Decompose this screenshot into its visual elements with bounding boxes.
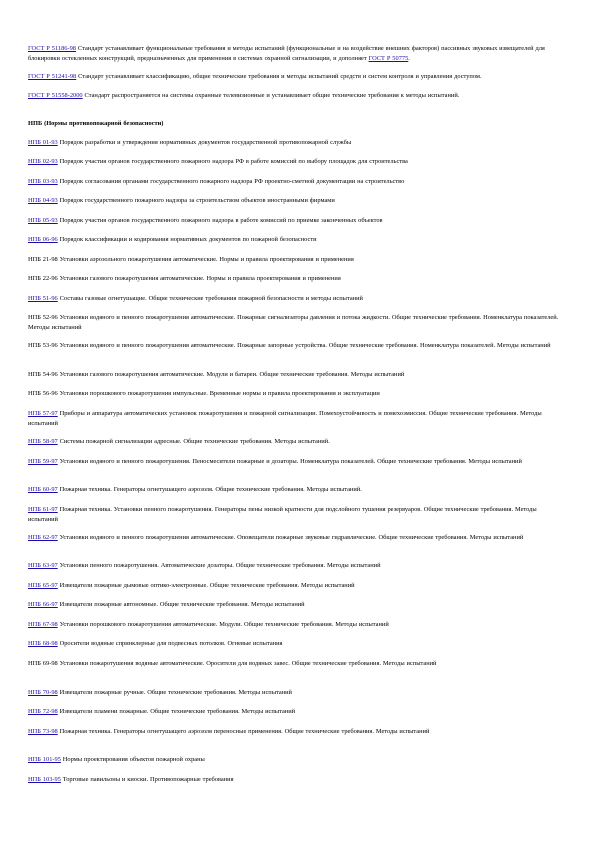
npb-title: Торговые павильоны и киоски. Противопожарные требования <box>60 776 234 783</box>
gost-51558-link[interactable]: ГОСТ Р 51558-2000 <box>28 92 83 99</box>
npb-code: НПБ 52-96 <box>28 314 58 321</box>
npb-code-link[interactable]: НПБ 72-98 <box>28 708 58 715</box>
npb-item <box>28 196 566 206</box>
npb-item <box>28 294 566 304</box>
npb-title: Системы пожарной сигнализации адресные. Общие технические требования. Методы испытаний. <box>57 438 330 445</box>
npb-item <box>28 775 566 785</box>
npb-item <box>28 235 566 245</box>
npb-item <box>28 755 566 765</box>
intro-text-2: Стандарт устанавливает классификацию, общие технические требования и методы испытаний средств и систем контроля и управления доступом. <box>78 73 482 80</box>
npb-item <box>28 157 566 167</box>
npb-item <box>28 255 566 265</box>
npb-code-link[interactable]: НПБ 62-97 <box>28 534 58 541</box>
npb-title: Извещатели пожарные дымовые оптико-электронные. Общие технические требования. Методы испытаний <box>57 582 355 589</box>
npb-title: Установки водяного и пенного пожаротушения автоматические. Оповещатели пожарные звуковые гидравлические. Общие технические требования. Методы испытаний <box>57 534 524 541</box>
npb-title: Установки порошкового пожаротушения импульсные. Временные нормы и правила проектирования и эксплуатации <box>57 390 380 397</box>
npb-item <box>28 659 566 669</box>
npb-title: Порядок согласования органами государственного пожарного надзора РФ проектно-сметной документации на строительство <box>57 178 405 185</box>
npb-code-link[interactable]: НПБ 66-97 <box>28 601 58 608</box>
npb-item <box>28 409 566 428</box>
npb-code-link[interactable]: НПБ 58-97 <box>28 438 58 445</box>
npb-title: Оросители водяные спринклерные для подвесных потолков. Огневые испытания <box>57 640 283 647</box>
npb-code-link[interactable]: НПБ 03-93 <box>28 178 58 185</box>
npb-item <box>28 370 566 380</box>
npb-title: Установки водяного и пенного пожаротушения автоматические. Пожарные запорные устройства. Общие технические требования. Номенклатура показателей. Методы испытаний <box>57 342 551 349</box>
intro-paragraph-1 <box>28 44 566 63</box>
intro-tail-1: . <box>408 54 410 62</box>
npb-title: Составы газовые огнетушащие. Общие технические требования пожарной безопасности и методы испытаний <box>57 295 363 302</box>
npb-item <box>28 177 566 187</box>
section-heading: НПБ (Нормы противопожарной безопасности) <box>28 120 164 127</box>
npb-code-link[interactable]: НПБ 70-98 <box>28 689 58 696</box>
npb-item <box>28 533 566 543</box>
npb-title: Установки газового пожаротушения автоматические. Модули и батареи. Общие технические требования. Методы испытаний <box>57 371 405 378</box>
npb-code-link[interactable]: НПБ 06-96 <box>28 236 58 243</box>
npb-code: НПБ 56-96 <box>28 390 58 397</box>
gost-50775-link[interactable]: ГОСТ Р 50775 <box>368 54 409 62</box>
npb-item <box>28 313 566 332</box>
npb-code-link[interactable]: НПБ 61-97 <box>28 506 58 513</box>
npb-code-link[interactable]: НПБ 51-96 <box>28 295 58 302</box>
npb-item <box>28 688 566 698</box>
npb-code: НПБ 54-96 <box>28 371 58 378</box>
npb-code-link[interactable]: НПБ 04-93 <box>28 197 58 204</box>
gost-51241-link[interactable]: ГОСТ Р 51241-98 <box>28 73 77 80</box>
npb-title: Порядок участия органов государственного пожарного надзора в работе комиссий по приемке законченных объектов <box>57 217 383 224</box>
npb-item <box>28 727 566 737</box>
npb-title: Установки пенного пожаротушения. Автоматические дозаторы. Общие технические требования. Методы испытаний <box>57 562 381 569</box>
npb-item <box>28 707 566 717</box>
npb-title: Установки пожаротушения водяные автоматические. Оросители для водяных завес. Общие технические требования. Методы испытаний <box>57 660 437 667</box>
npb-code-link[interactable]: НПБ 101-95 <box>28 756 61 763</box>
npb-code-link[interactable]: НПБ 57-97 <box>28 410 58 417</box>
npb-item <box>28 457 566 467</box>
npb-code-link[interactable]: НПБ 05-93 <box>28 217 58 224</box>
npb-item <box>28 138 566 148</box>
npb-item <box>28 620 566 630</box>
npb-item <box>28 274 566 284</box>
npb-title: Приборы и аппаратура автоматических установок пожаротушения и пожарной сигнализации. Помехоустойчивость и помехоэмиссия. Общие технические требования. Методы испытаний <box>28 410 542 427</box>
npb-title: Извещатели пожарные ручные. Общие технические требования. Методы испытаний <box>57 689 292 696</box>
npb-title: Порядок участия органов государственного пожарного надзора РФ в работе комиссий по выбору площадок для строительства <box>57 158 408 165</box>
npb-title: Пожарная техника. Генераторы огнетушащего аэрозоля переносные применения. Общие технические требования. Методы испытаний <box>57 728 430 735</box>
npb-code-link[interactable]: НПБ 01-93 <box>28 139 58 146</box>
npb-code: НПБ 69-98 <box>28 660 58 667</box>
npb-code-link[interactable]: НПБ 68-98 <box>28 640 58 647</box>
npb-code: НПБ 53-96 <box>28 342 58 349</box>
npb-code-link[interactable]: НПБ 73-98 <box>28 728 58 735</box>
npb-title: Порядок классификации и кодирования нормативных документов по пожарной безопасности <box>57 236 317 243</box>
npb-item <box>28 581 566 591</box>
npb-title: Установки газового пожаротушения автоматические. Нормы и правила проектирования и применения <box>57 275 341 282</box>
npb-code-link[interactable]: НПБ 65-97 <box>28 582 58 589</box>
npb-item <box>28 505 566 524</box>
npb-code: НПБ 21-98 <box>28 256 58 263</box>
npb-title: Установки водяного и пенного пожаротушения автоматические. Пожарные сигнализаторы давления и потока жидкости. Общие технические требования. Номенклатура показателей. Методы испытаний <box>28 314 559 331</box>
npb-title: Пожарная техника. Генераторы огнетушащего аэрозоля. Общие технические требования. Методы испытаний. <box>57 486 362 493</box>
npb-item <box>28 639 566 649</box>
npb-title: Извещатели пожарные автономные. Общие технические требования. Методы испытаний <box>57 601 305 608</box>
npb-item <box>28 216 566 226</box>
intro-text-1: Стандарт устанавливает функциональные требования и методы испытаний (функциональные и на воздействие внешних факторов) пассивных звуковых извещателей для блокировки остекленных конструкций, предназначенных для применения в системах охранной сигнализации, и дополняет <box>28 45 545 62</box>
intro-text-3: Стандарт распространяется на системы охранные телевизионные и устанавливает общие технические требования к методы испытаний. <box>84 92 460 99</box>
npb-item <box>28 561 566 571</box>
npb-title: Установки водяного и пенного пожаротушения. Пеносмесители пожарные и дозаторы. Номенклатура показателей. Общие технические требования. Методы испытаний <box>57 458 522 465</box>
npb-title: Пожарная техника. Установки пенного пожаротушения. Генераторы пены низкой кратности для подслойного тушения резервуаров. Общие технические требования. Методы испытаний <box>28 506 537 523</box>
npb-item <box>28 437 566 447</box>
npb-code-link[interactable]: НПБ 103-95 <box>28 776 61 783</box>
gost-51186-link[interactable]: ГОСТ Р 51186-98 <box>28 45 77 52</box>
intro-paragraph-3 <box>28 91 566 101</box>
npb-item <box>28 389 566 399</box>
npb-code-link[interactable]: НПБ 63-97 <box>28 562 58 569</box>
npb-item <box>28 341 566 351</box>
intro-paragraph-2 <box>28 72 566 82</box>
npb-title: Установки аэрозольного пожаротушения автоматические. Нормы и правила проектирования и применения <box>57 256 354 263</box>
npb-code-link[interactable]: НПБ 02-93 <box>28 158 58 165</box>
npb-title: Порядок государственного пожарного надзора за строительством объектов иностранными фирмами <box>57 197 335 204</box>
npb-code-link[interactable]: НПБ 67-98 <box>28 621 58 628</box>
npb-title: Извещатели пламени пожарные. Общие технические требования. Методы испытаний <box>57 708 296 715</box>
npb-code: НПБ 22-96 <box>28 275 58 282</box>
npb-title: Установки порошкового пожаротушения автоматические. Модули. Общие технические требования. Методы испытаний <box>57 621 389 628</box>
npb-code-link[interactable]: НПБ 60-97 <box>28 486 58 493</box>
npb-title: Нормы проектирования объектов пожарной охраны <box>60 756 205 763</box>
npb-code-link[interactable]: НПБ 59-97 <box>28 458 58 465</box>
npb-title: Порядок разработки и утверждения нормативных документов государственной противопожарной службы <box>57 139 352 146</box>
npb-item <box>28 600 566 610</box>
npb-item <box>28 485 566 495</box>
